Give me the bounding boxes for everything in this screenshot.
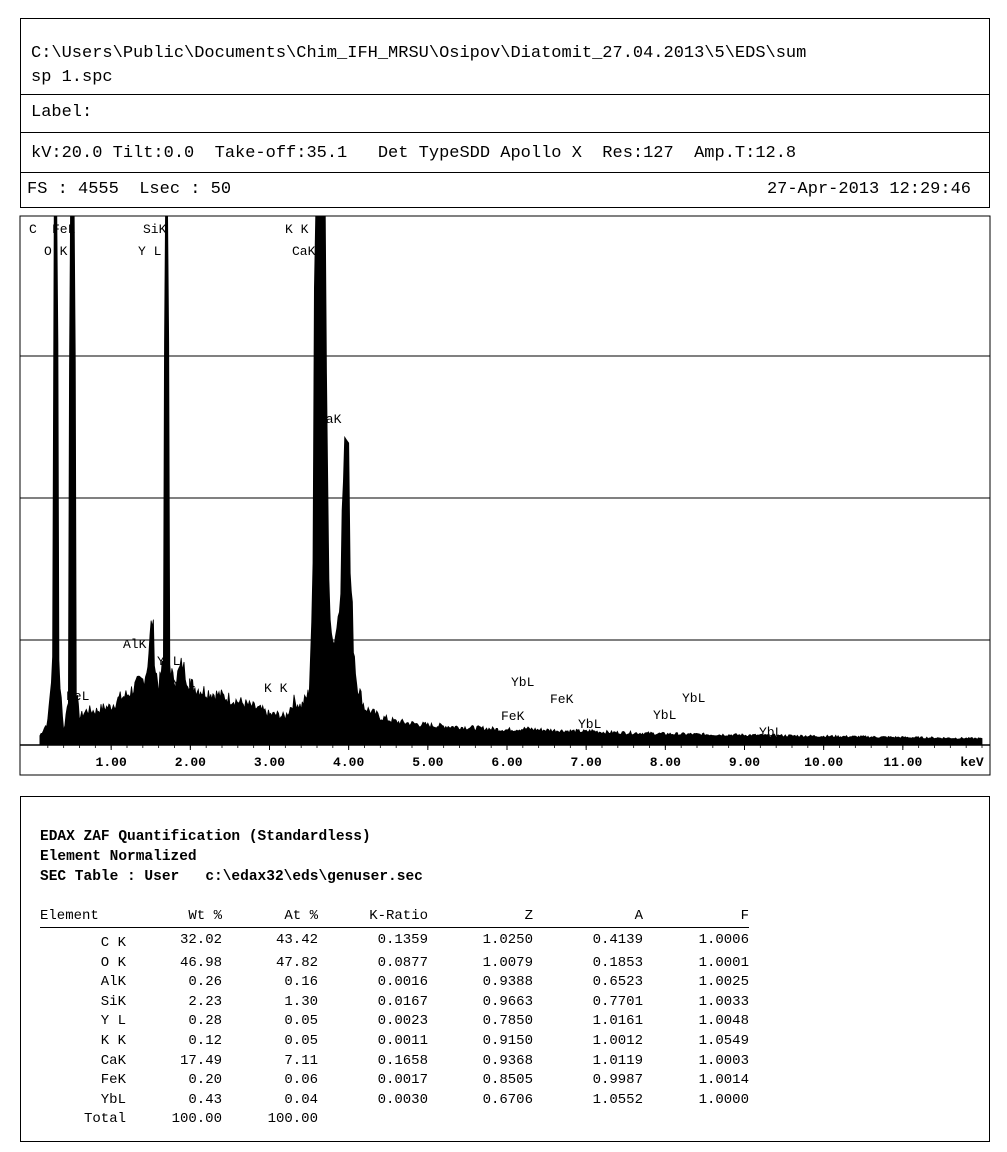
- peak-label-18: YbL: [653, 708, 677, 723]
- table-cell: 1.30: [284, 993, 318, 1010]
- table-cell: 0.05: [284, 1013, 318, 1030]
- table-cell: 0.9368: [482, 1052, 533, 1069]
- table-cell: 0.0011: [377, 1032, 428, 1049]
- peak-label-6: CaK: [292, 244, 316, 259]
- peak-label-16: YbL: [578, 717, 602, 732]
- peak-label-14: FeK: [550, 692, 574, 707]
- peak-label-3: SiK: [143, 222, 167, 237]
- table-row: [40, 1091, 749, 1111]
- table-cell: 17.49: [179, 1052, 222, 1069]
- peak-label-15: FeK: [501, 709, 525, 724]
- peak-label-17: YbL: [682, 691, 706, 706]
- table-cell: 0.06: [284, 1072, 318, 1089]
- table-cell: 1.0006: [698, 932, 749, 948]
- peak-label-19: YbL: [759, 725, 783, 740]
- table-cell: 0.9663: [482, 993, 533, 1010]
- table-cell: 0.4139: [592, 932, 643, 948]
- table-cell: 1.0549: [698, 1032, 749, 1049]
- quant-subtitle: Element Normalized: [40, 849, 197, 865]
- column-header-1: Wt %: [126, 905, 222, 928]
- table-cell: 0.0017: [377, 1072, 428, 1089]
- table-cell: 1.0033: [698, 993, 749, 1010]
- table-cell: 47.82: [275, 954, 318, 971]
- table-cell: 0.9987: [592, 1072, 643, 1089]
- table-cell: 1.0014: [698, 1072, 749, 1089]
- quantification-panel: [20, 796, 990, 1142]
- table-cell: 1.0001: [698, 954, 749, 971]
- table-cell: 0.7701: [592, 993, 643, 1010]
- table-cell: 0.8505: [482, 1072, 533, 1089]
- table-cell: 1.0025: [698, 974, 749, 991]
- table-cell: 1.0012: [592, 1032, 643, 1049]
- x-axis-label: keV: [960, 755, 984, 770]
- table-cell: AlK: [100, 974, 126, 991]
- table-cell: C K: [100, 935, 126, 951]
- x-tick-label-7: 8.00: [649, 755, 681, 770]
- column-header-5: A: [533, 905, 643, 928]
- x-tick-label-2: 3.00: [253, 755, 286, 770]
- table-cell: K K: [100, 1032, 126, 1049]
- peak-label-13: YbL: [511, 675, 535, 690]
- table-cell: SiK: [100, 993, 126, 1010]
- table-row: [40, 1032, 749, 1052]
- total-cell: 100.00: [171, 1111, 222, 1128]
- table-row: [40, 993, 749, 1013]
- peak-label-11: FeL: [66, 689, 90, 704]
- table-cell: 0.1853: [592, 954, 643, 971]
- table-cell: 0.9388: [482, 974, 533, 991]
- peak-label-12: K K: [264, 681, 288, 696]
- table-cell: 0.0877: [377, 954, 428, 971]
- sec-table-line: SEC Table : User c:\edax32\eds\genuser.sec: [40, 869, 423, 885]
- table-row: [40, 1071, 749, 1091]
- table-cell: 0.26: [188, 974, 222, 991]
- file-path-line1: C:\Users\Public\Documents\Chim_IFH_MRSU\Osipov\Diatomit_27.04.2013\5\EDS\sum: [31, 44, 807, 63]
- table-cell: 0.20: [188, 1072, 222, 1089]
- table-cell: 0.0167: [377, 993, 428, 1010]
- table-cell: 1.0000: [698, 1091, 749, 1108]
- table-cell: 7.11: [284, 1052, 318, 1069]
- table-row: [40, 1012, 749, 1032]
- table-cell: 0.0023: [377, 1013, 428, 1030]
- x-tick-label-9: 10.00: [804, 755, 844, 770]
- table-cell: O K: [100, 954, 126, 971]
- peak-label-4: Y L: [138, 244, 162, 259]
- x-tick-label-1: 2.00: [174, 755, 206, 770]
- peak-label-5: K K: [285, 222, 309, 237]
- table-cell: 0.7850: [482, 1013, 533, 1030]
- table-cell: 0.04: [284, 1091, 318, 1108]
- table-cell: 0.05: [284, 1032, 318, 1049]
- table-cell: 43.42: [275, 932, 318, 948]
- peak-label-2: O K: [44, 244, 68, 259]
- table-cell: Y L: [100, 1013, 126, 1030]
- peak-label-10: Y L: [172, 676, 196, 691]
- file-path-line2: sp 1.spc: [31, 68, 113, 87]
- table-cell: 0.1359: [377, 932, 428, 948]
- peak-label-1: FeL: [52, 222, 76, 237]
- x-tick-label-4: 5.00: [412, 755, 444, 770]
- table-cell: 1.0003: [698, 1052, 749, 1069]
- table-cell: 0.9150: [482, 1032, 533, 1049]
- column-header-0: Element: [40, 905, 126, 928]
- table-cell: 0.12: [188, 1032, 222, 1049]
- table-cell: 1.0250: [482, 932, 533, 948]
- peak-label-0: C: [29, 222, 37, 237]
- table-cell: 0.16: [284, 974, 318, 991]
- table-cell: 1.0048: [698, 1013, 749, 1030]
- table-cell: 2.23: [188, 993, 222, 1010]
- table-cell: FeK: [100, 1072, 126, 1089]
- x-tick-label-5: 6.00: [491, 755, 523, 770]
- table-cell: CaK: [100, 1052, 126, 1069]
- x-tick-label-0: 1.00: [95, 755, 127, 770]
- table-cell: 1.0552: [592, 1091, 643, 1108]
- column-header-6: F: [643, 905, 749, 928]
- table-cell: 0.6706: [482, 1091, 533, 1108]
- x-tick-label-8: 9.00: [728, 755, 761, 770]
- table-cell: 1.0161: [592, 1013, 643, 1030]
- table-cell: 0.28: [188, 1013, 222, 1030]
- table-cell: 1.0079: [482, 954, 533, 971]
- peak-label-9: Y L: [157, 654, 181, 669]
- table-row: [40, 954, 749, 974]
- table-cell: 0.6523: [592, 974, 643, 991]
- peak-label-7: CaK: [318, 412, 342, 427]
- quant-title: EDAX ZAF Quantification (Standardless): [40, 829, 371, 845]
- x-tick-label-10: 11.00: [883, 755, 923, 770]
- total-cell: 100.00: [267, 1111, 318, 1128]
- table-cell: YbL: [100, 1091, 126, 1108]
- table-cell: 0.43: [188, 1091, 222, 1108]
- table-cell: 32.02: [179, 932, 222, 948]
- acquisition-params: kV:20.0 Tilt:0.0 Take-off:35.1 Det TypeSDD Apollo X Res:127 Amp.T:12.8: [31, 144, 797, 163]
- total-row: [40, 1110, 749, 1130]
- acquisition-datetime: 27-Apr-2013 12:29:46: [766, 180, 971, 199]
- table-cell: 0.0016: [377, 974, 428, 991]
- x-tick-label-6: 7.00: [570, 755, 602, 770]
- column-header-2: At %: [222, 905, 318, 928]
- table-cell: 46.98: [179, 954, 222, 971]
- table-row: [40, 973, 749, 993]
- total-cell: Total: [83, 1111, 126, 1128]
- peak-label-8: AlK: [123, 637, 147, 652]
- column-header-3: K-Ratio: [318, 905, 428, 928]
- quant-header-row: [40, 905, 749, 928]
- table-cell: 0.0030: [377, 1091, 428, 1108]
- label-text: Label:: [31, 103, 93, 122]
- fs-lsec: FS : 4555 Lsec : 50: [27, 180, 232, 199]
- table-cell: 1.0119: [592, 1052, 643, 1069]
- quant-table: [40, 905, 749, 1130]
- table-row: [40, 1052, 749, 1072]
- column-header-4: Z: [428, 905, 533, 928]
- x-tick-label-3: 4.00: [333, 755, 365, 770]
- table-cell: 0.1658: [377, 1052, 428, 1069]
- table-row: [40, 928, 749, 954]
